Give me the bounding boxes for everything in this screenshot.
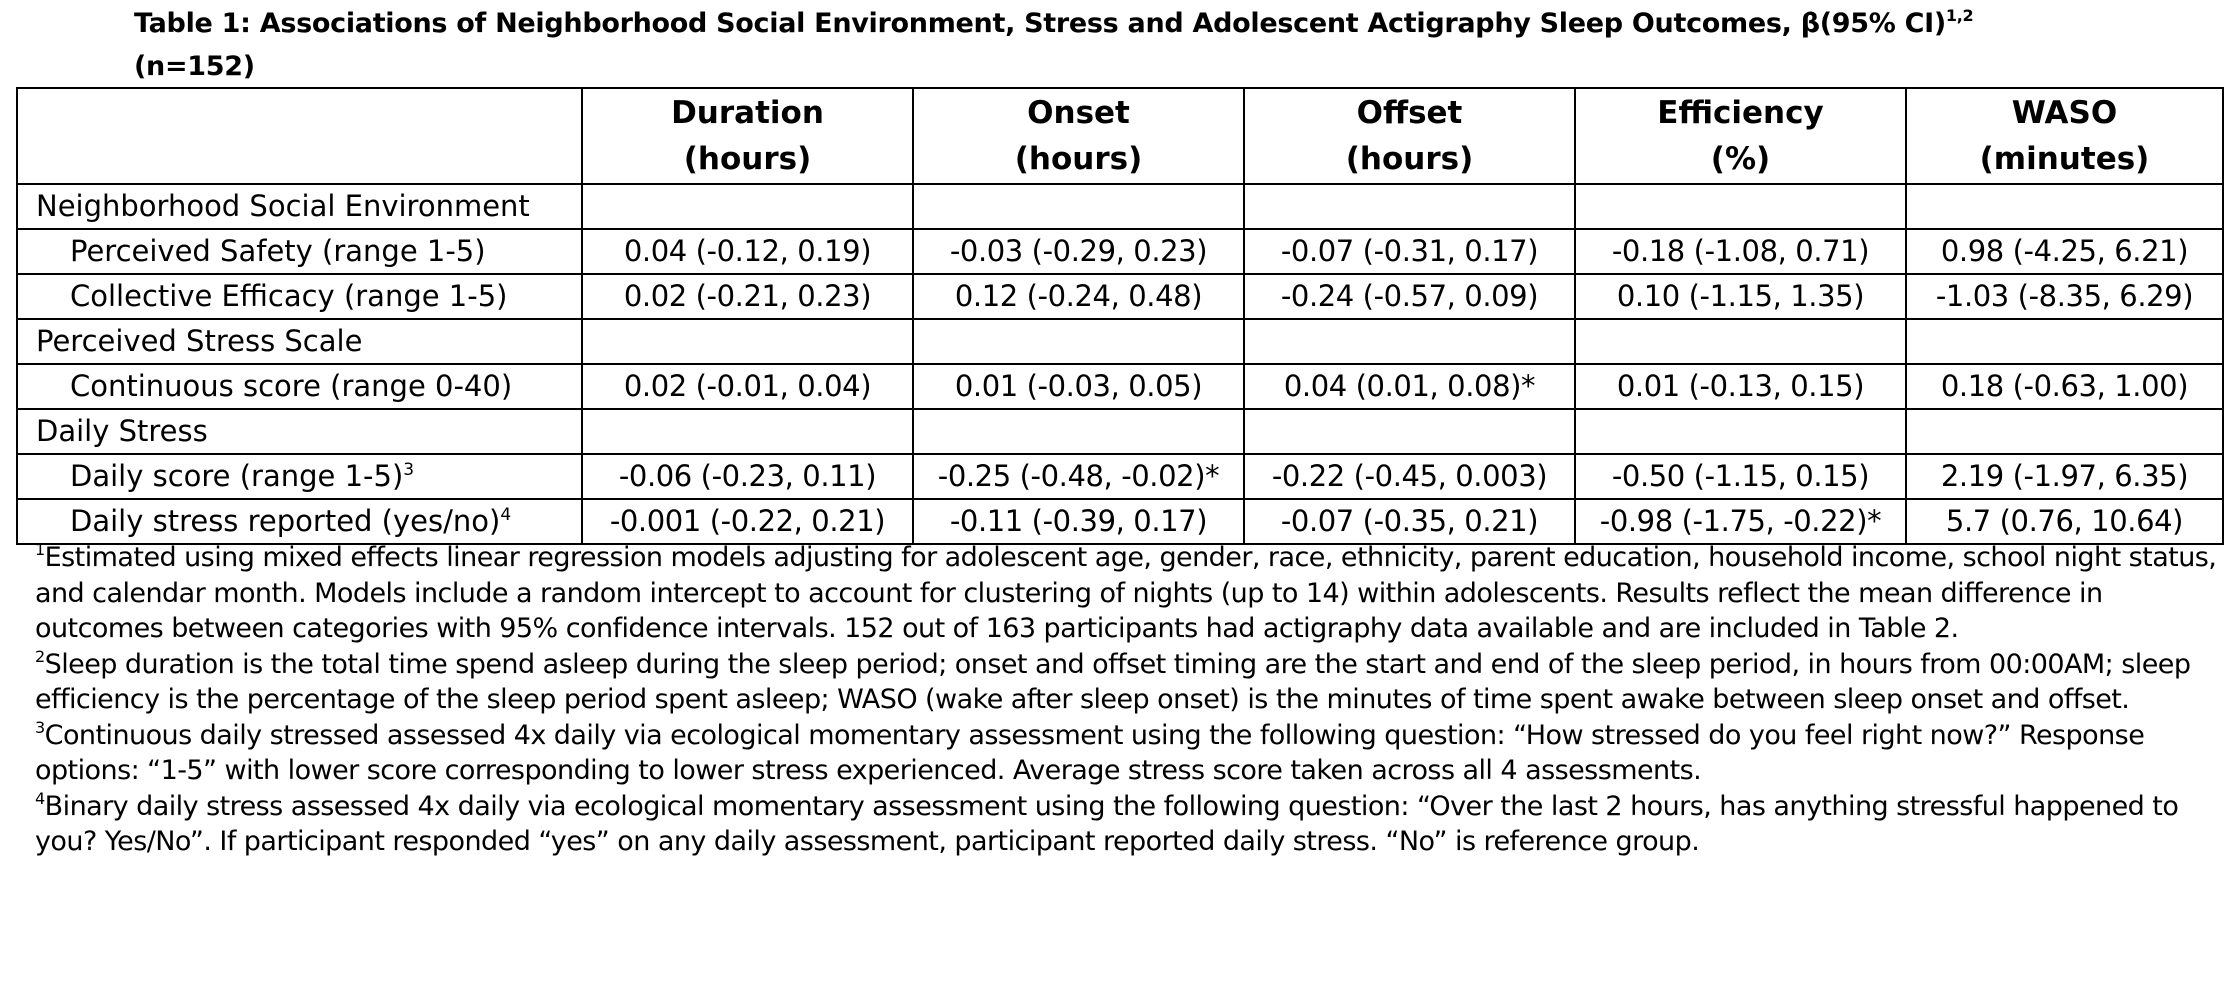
table-cell: -0.98 (-1.75, -0.22)* bbox=[1575, 499, 1906, 544]
table-cell: -0.001 (-0.22, 0.21) bbox=[582, 499, 913, 544]
header-row bbox=[17, 88, 2223, 184]
table-cell: -0.07 (-0.35, 0.21) bbox=[1244, 499, 1575, 544]
row-label-text: Daily Stress bbox=[36, 414, 208, 448]
section-label bbox=[17, 409, 582, 454]
table-cell bbox=[913, 184, 1244, 229]
table-cell: 0.02 (-0.01, 0.04) bbox=[582, 364, 913, 409]
row-label-text: Collective Efficacy (range 1-5) bbox=[70, 279, 508, 313]
footnotes bbox=[35, 540, 2225, 860]
table-cell: 0.10 (-1.15, 1.35) bbox=[1575, 274, 1906, 319]
footnote bbox=[35, 789, 2225, 860]
row-label-text: Continuous score (range 0-40) bbox=[70, 369, 513, 403]
footnote-number: 1 bbox=[35, 540, 45, 559]
footnote-number: 2 bbox=[35, 646, 45, 666]
footnote bbox=[35, 540, 2225, 647]
footnote-text: Continuous daily stressed assessed 4x daily via ecological momentary assessment using the following question: “How stressed do you feel right now?” Response options: “1-5” with lower score corresponding to lower stress experienced. Average stress score taken across all 4 assessments. bbox=[35, 719, 2145, 786]
table-title-footnote-markers: 1,2 bbox=[1945, 6, 1974, 25]
row-label bbox=[17, 454, 582, 499]
table-cell: -0.07 (-0.31, 0.17) bbox=[1244, 229, 1575, 274]
table-cell bbox=[1906, 184, 2223, 229]
section-label bbox=[17, 184, 582, 229]
table-row bbox=[17, 454, 2223, 499]
footnote bbox=[35, 718, 2225, 789]
table-row bbox=[17, 274, 2223, 319]
row-label bbox=[17, 499, 582, 544]
section-label bbox=[17, 319, 582, 364]
header-cell-efficiency: Efficiency (%) bbox=[1575, 88, 1906, 184]
row-label-text: Daily score (range 1-5) bbox=[70, 459, 404, 493]
table-cell bbox=[913, 409, 1244, 454]
table-cell: -1.03 (-8.35, 6.29) bbox=[1906, 274, 2223, 319]
table-cell: -0.03 (-0.29, 0.23) bbox=[913, 229, 1244, 274]
table-cell: -0.18 (-1.08, 0.71) bbox=[1575, 229, 1906, 274]
table-cell: 0.12 (-0.24, 0.48) bbox=[913, 274, 1244, 319]
table-row bbox=[17, 499, 2223, 544]
table-cell: -0.24 (-0.57, 0.09) bbox=[1244, 274, 1575, 319]
table-cell: 0.02 (-0.21, 0.23) bbox=[582, 274, 913, 319]
table-cell: 0.18 (-0.63, 1.00) bbox=[1906, 364, 2223, 409]
header-cell-duration: Duration (hours) bbox=[582, 88, 913, 184]
table-title-text: Table 1: Associations of Neighborhood Social Environment, Stress and Adolescent Actigraphy Sleep Outcomes, β(95% CI) bbox=[134, 8, 1946, 39]
table-row bbox=[17, 229, 2223, 274]
footnote-marker: 4 bbox=[500, 505, 512, 525]
table-cell bbox=[1244, 409, 1575, 454]
table-cell: -0.11 (-0.39, 0.17) bbox=[913, 499, 1244, 544]
row-label-text: Perceived Stress Scale bbox=[36, 324, 363, 358]
header-cell-onset: Onset (hours) bbox=[913, 88, 1244, 184]
table-row bbox=[17, 364, 2223, 409]
table-cell: 0.01 (-0.03, 0.05) bbox=[913, 364, 1244, 409]
row-label-text: Neighborhood Social Environment bbox=[36, 189, 530, 223]
section-row bbox=[17, 409, 2223, 454]
table-cell bbox=[582, 409, 913, 454]
footnote-number: 4 bbox=[35, 788, 45, 808]
table-cell bbox=[913, 319, 1244, 364]
table-cell bbox=[1244, 184, 1575, 229]
header-cell-waso: WASO (minutes) bbox=[1906, 88, 2223, 184]
table-cell bbox=[1906, 409, 2223, 454]
results-table-header bbox=[17, 88, 2223, 184]
row-label-text: Perceived Safety (range 1-5) bbox=[70, 234, 486, 268]
footnote-text: Binary daily stress assessed 4x daily via ecological momentary assessment using the following question: “Over the last 2 hours, has anything stressful happened to you? Yes/No”. If participant responded “yes” on any daily assessment, participant reported daily stress. “No” is reference group. bbox=[35, 790, 2179, 857]
table-title bbox=[134, 2, 2194, 88]
table-cell: -0.06 (-0.23, 0.11) bbox=[582, 454, 913, 499]
table-cell: -0.22 (-0.45, 0.003) bbox=[1244, 454, 1575, 499]
table-cell bbox=[582, 184, 913, 229]
row-label-text: Daily stress reported (yes/no) bbox=[70, 504, 501, 538]
section-row bbox=[17, 184, 2223, 229]
table-cell bbox=[1575, 319, 1906, 364]
table-cell: 0.04 (0.01, 0.08)* bbox=[1244, 364, 1575, 409]
section-row bbox=[17, 319, 2223, 364]
footnote-text: Sleep duration is the total time spend asleep during the sleep period; onset and offset timing are the start and end of the sleep period, in hours from 00:00AM; sleep efficiency is the percentage of the sleep period spent asleep; WASO (wake after sleep onset) is the minutes of time spent awake between sleep onset and offset. bbox=[35, 648, 2191, 715]
table-cell: 0.04 (-0.12, 0.19) bbox=[582, 229, 913, 274]
table-cell bbox=[1575, 409, 1906, 454]
table-cell bbox=[1575, 184, 1906, 229]
footnote-text: Estimated using mixed effects linear regression models adjusting for adolescent age, gender, race, ethnicity, parent education, household income, school night status, and calendar month. Models include a random intercept to account for clustering of nights (up to 14) within adolescents. Results reflect the mean difference in outcomes between categories with 95% confidence intervals. 152 out of 163 participants had actigraphy data available and are included in Table 2. bbox=[35, 542, 2217, 644]
table-cell: 0.98 (-4.25, 6.21) bbox=[1906, 229, 2223, 274]
header-cell-empty bbox=[17, 88, 582, 184]
row-label bbox=[17, 364, 582, 409]
table-cell bbox=[1244, 319, 1575, 364]
footnote-marker: 3 bbox=[403, 460, 415, 480]
results-table bbox=[16, 87, 2224, 545]
table-cell bbox=[1906, 319, 2223, 364]
table-cell bbox=[582, 319, 913, 364]
table-cell: 2.19 (-1.97, 6.35) bbox=[1906, 454, 2223, 499]
row-label bbox=[17, 229, 582, 274]
results-table-body bbox=[17, 184, 2223, 544]
footnote bbox=[35, 647, 2225, 718]
table-cell: 5.7 (0.76, 10.64) bbox=[1906, 499, 2223, 544]
footnote-number: 3 bbox=[35, 717, 45, 737]
row-label bbox=[17, 274, 582, 319]
table-cell: -0.25 (-0.48, -0.02)* bbox=[913, 454, 1244, 499]
header-cell-offset: Offset (hours) bbox=[1244, 88, 1575, 184]
table-title-sample-size: (n=152) bbox=[134, 51, 255, 82]
table-cell: 0.01 (-0.13, 0.15) bbox=[1575, 364, 1906, 409]
table-cell: -0.50 (-1.15, 0.15) bbox=[1575, 454, 1906, 499]
